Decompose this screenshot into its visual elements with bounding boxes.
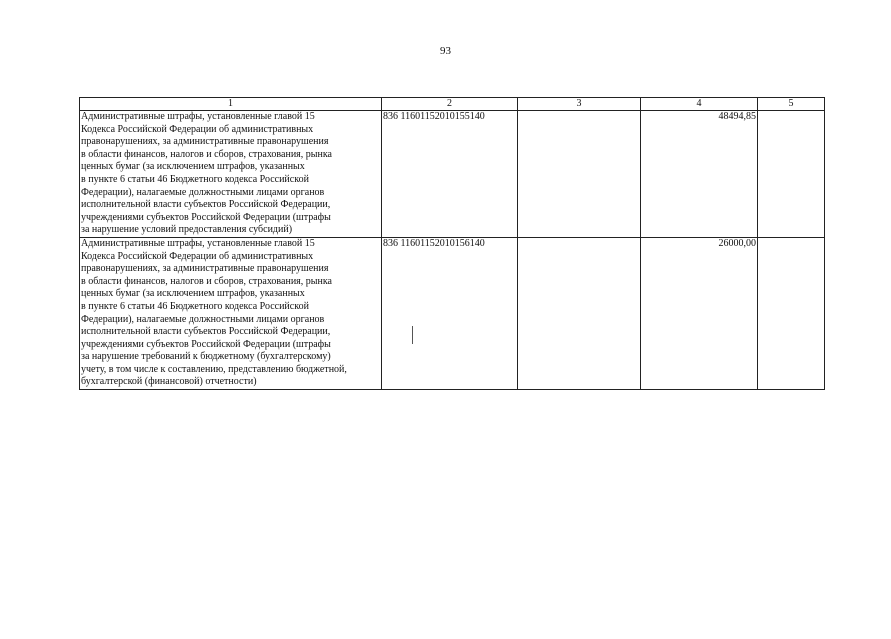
column-header-5: 5 — [758, 98, 825, 111]
table-row — [80, 237, 825, 389]
row-col5 — [758, 111, 825, 238]
row-description: Административные штрафы, установленные главой 15 Кодекса Российской Федерации об административных правонарушениях, за административные правонарушения в области финансов, налогов и сборов, страхования, рынка ценных бумаг (за исключением штрафов, указанных в пункте 6 статьи 46 Бюджетного кодекса Российской Федерации), налагаемые должностными лицами органов исполнительной власти субъектов Российской Федерации, учреждениями субъектов Российской Федерации (штрафы за нарушение условий предоставления субсидий) — [80, 111, 382, 238]
column-header-2: 2 — [382, 98, 518, 111]
column-header-1: 1 — [80, 98, 382, 111]
table-header-row — [80, 98, 825, 111]
row-col3 — [518, 111, 641, 238]
row-description: Административные штрафы, установленные главой 15 Кодекса Российской Федерации об административных правонарушениях, за административные правонарушения в области финансов, налогов и сборов, страхования, рынка ценных бумаг (за исключением штрафов, указанных в пункте 6 статьи 46 Бюджетного кодекса Российской Федерации), налагаемые должностными лицами органов исполнительной власти субъектов Российской Федерации, учреждениями субъектов Российской Федерации (штрафы за нарушение требований к бюджетному (бухгалтерскому) учету, в том числе к составлению, представлению бюджетной, бухгалтерской (финансовой) отчетности) — [80, 237, 382, 389]
row-amount: 48494,85 — [641, 111, 758, 238]
page-number: 93 — [440, 45, 451, 57]
column-header-3: 3 — [518, 98, 641, 111]
row-col3 — [518, 237, 641, 389]
budget-table — [79, 97, 825, 390]
row-col5 — [758, 237, 825, 389]
row-amount: 26000,00 — [641, 237, 758, 389]
scan-mark — [412, 326, 413, 344]
row-code: 836 11601152010155140 — [382, 111, 518, 238]
row-code: 836 11601152010156140 — [382, 237, 518, 389]
table-row — [80, 111, 825, 238]
column-header-4: 4 — [641, 98, 758, 111]
